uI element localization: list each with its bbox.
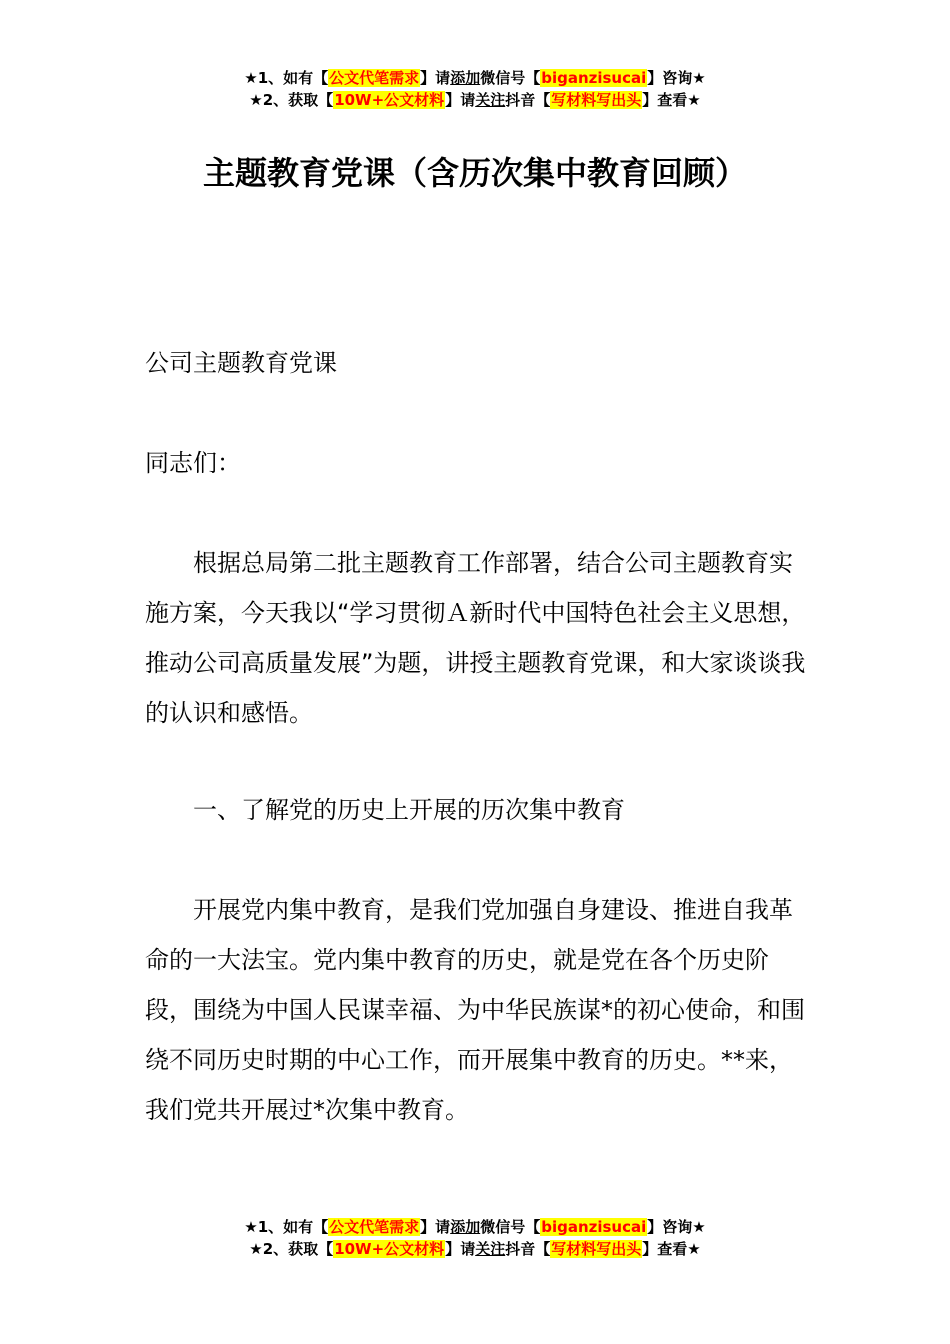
document-title: 主题教育党课（含历次集中教育回顾） [202, 154, 747, 192]
banner-highlight: biganzisucai [541, 69, 647, 87]
banner-emphasis: 添加 [450, 69, 481, 87]
banner-text: ★1、如有【 [244, 69, 329, 87]
banner-text: 】请 [445, 91, 476, 109]
banner-highlight: biganzisucai [541, 1218, 647, 1236]
footer-banner-line-1 [0, 1216, 950, 1238]
header-banner-line-1 [0, 67, 950, 89]
banner-text: 】请 [420, 69, 451, 87]
banner-text: 】咨询★ [647, 1218, 706, 1236]
banner-highlight: 写材料写出头 [551, 91, 642, 109]
footer-banner [0, 1216, 950, 1260]
paragraph-history: 开展党内集中教育，是我们党加强自身建设、推进自我革命的一大法宝。党内集中教育的历史，就是党在各个历史阶段，围绕为中国人民谋幸福、为中华民族谋*的初心使命，和围绕不同历史时期的中心工作，而开展集中教育的历史。**来，我们党共开展过*次集中教育。 [145, 896, 805, 1124]
greeting: 同志们： [145, 449, 241, 477]
document-subtitle: 公司主题教育党课 [145, 349, 337, 377]
banner-text: 】请 [445, 1240, 476, 1258]
header-banner [0, 67, 950, 111]
banner-text: 微信号【 [480, 69, 541, 87]
banner-highlight: 10W+公文材料 [334, 91, 445, 109]
paragraph-intro: 根据总局第二批主题教育工作部署，结合公司主题教育实施方案，今天我以“学习贯彻Ａ新时代中国特色社会主义思想，推动公司高质量发展”为题，讲授主题教育党课，和大家谈谈我的认识和感悟。 [145, 549, 806, 727]
banner-text: 微信号【 [480, 1218, 541, 1236]
banner-text: ★2、获取【 [249, 91, 334, 109]
banner-text: 抖音【 [505, 1240, 551, 1258]
banner-emphasis: 关注 [475, 1240, 506, 1258]
banner-highlight: 10W+公文材料 [334, 1240, 445, 1258]
banner-text: 抖音【 [505, 91, 551, 109]
banner-highlight: 公文代笔需求 [329, 1218, 420, 1236]
footer-banner-line-2 [0, 1238, 950, 1260]
banner-emphasis: 关注 [475, 91, 506, 109]
banner-highlight: 公文代笔需求 [329, 69, 420, 87]
banner-text: 】咨询★ [647, 69, 706, 87]
header-banner-line-2 [0, 89, 950, 111]
banner-text: ★2、获取【 [249, 1240, 334, 1258]
section-heading-1: 一、了解党的历史上开展的历次集中教育 [193, 796, 625, 824]
banner-highlight: 写材料写出头 [551, 1240, 642, 1258]
banner-text: ★1、如有【 [244, 1218, 329, 1236]
banner-emphasis: 添加 [450, 1218, 481, 1236]
banner-text: 】查看★ [642, 91, 701, 109]
banner-text: 】请 [420, 1218, 451, 1236]
banner-text: 】查看★ [642, 1240, 701, 1258]
